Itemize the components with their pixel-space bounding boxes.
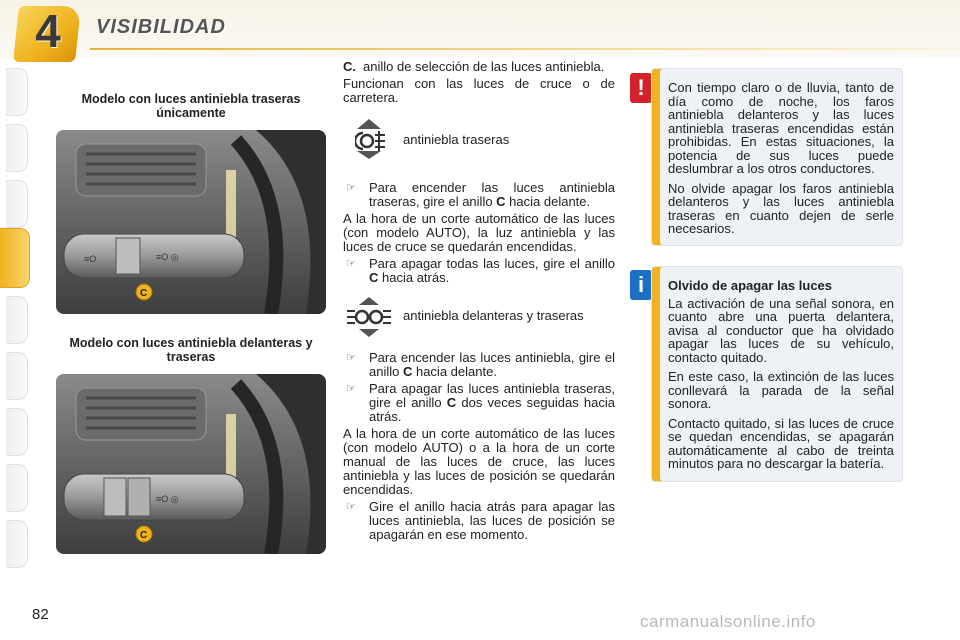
svg-text:≡O ◎: ≡O ◎: [156, 252, 179, 262]
svg-text:≡O ◎: ≡O ◎: [156, 494, 179, 504]
rear-fog-label: antiniebla traseras: [403, 132, 510, 147]
chapter-tabs: [0, 68, 30, 568]
bullet-all-off: ☞ Para apagar todas las luces, gire el anillo C hacia atrás.: [346, 256, 615, 285]
header-rule: [90, 48, 960, 50]
paragraph-auto-cut-1: A la hora de un corte automático de las luces (con modelo AUTO), la luz antiniebla y las luces de cruce se quedarán encendidas.: [343, 211, 615, 254]
callout-c-label: C: [140, 288, 148, 299]
stalk-photo-front-rear: [56, 374, 326, 554]
caption-rear-fog-model: Modelo con luces antiniebla traseras únicamente: [81, 92, 301, 120]
warning-text-2: No olvide apagar los faros antiniebla delanteros y las luces antiniebla traseras en cuanto dejen de serle necesarios.: [668, 180, 894, 236]
chapter-tab-active[interactable]: [0, 228, 30, 288]
chapter-tab[interactable]: [6, 296, 28, 344]
chapter-tab[interactable]: [6, 180, 28, 228]
main-text-column: [343, 60, 615, 542]
info-box: [651, 266, 903, 482]
warning-flag: !: [630, 73, 652, 103]
chapter-tab[interactable]: [6, 68, 28, 116]
page-header: [0, 0, 960, 58]
page-number: 82: [32, 606, 49, 623]
rear-fog-icon: [355, 119, 387, 159]
info-flag: i: [630, 270, 652, 300]
intro-paragraph: C. anillo de selección de las luces antiniebla.: [343, 59, 605, 74]
bullet-rear-on: ☞ Para encender las luces antiniebla traseras, gire el anillo C hacia delante.: [346, 180, 615, 209]
watermark: carmanualsonline.info: [640, 612, 816, 631]
info-text-3: Contacto quitado, si las luces de cruce se quedan encendidas, se apagarán automáticamente al cabo de treinta minutos para no descargar la batería.: [668, 415, 894, 471]
info-text-1: La activación de una señal sonora, en cuanto abre una puerta delantera, avisa al conductor que ha olvidado apagar las luces de su vehículo, contacto quitado.: [668, 295, 894, 365]
bullet-fog-off: ☞ Gire el anillo hacia atrás para apagar las luces antiniebla, las luces de posición se apagarán en ese momento.: [346, 499, 615, 542]
info-title: Olvido de apagar las luces: [668, 278, 833, 293]
paragraph-operation: Funcionan con las luces de cruce o de carretera.: [343, 76, 615, 105]
warning-text-1: Con tiempo claro o de lluvia, tanto de día como de noche, los faros antiniebla delanteros y las luces antiniebla traseras encendidas están prohibidas. En estas situaciones, la potencia de sus luces puede deslumbrar a los otros conductores.: [668, 80, 894, 176]
chapter-tab[interactable]: [6, 408, 28, 456]
chapter-tab[interactable]: [6, 520, 28, 568]
front-rear-fog-icon: [345, 297, 393, 337]
icon-row-rear-fog: [343, 113, 615, 169]
chapter-tab[interactable]: [6, 124, 28, 172]
caption-front-rear-fog-model: Modelo con luces antiniebla delanteras y traseras: [69, 336, 313, 364]
chapter-number: 4: [35, 5, 61, 57]
chapter-tab[interactable]: [6, 464, 28, 512]
stalk-photo-rear: [56, 130, 326, 314]
svg-text:≡O: ≡O: [84, 254, 97, 264]
paragraph-auto-cut-2: A la hora de un corte automático de las luces (con modelo AUTO) o a la hora de un corte manual de las luces de cruce, las luces antiniebla y las luces de posición se quedarán encendidas.: [343, 426, 615, 497]
icon-row-front-rear-fog: [343, 293, 615, 341]
warning-box: [651, 68, 903, 246]
info-text-2: En este caso, la extinción de las luces conllevará la parada de la señal sonora.: [668, 369, 894, 411]
bullet-rear-off: ☞ Para apagar las luces antiniebla traseras, gire el anillo C dos veces seguidas hacia atrás.: [346, 381, 615, 424]
chapter-tab[interactable]: [6, 352, 28, 400]
callout-c-label: C: [140, 530, 148, 541]
front-rear-fog-label: antiniebla delanteras y traseras: [403, 308, 584, 323]
page-title: VISIBILIDAD: [96, 16, 226, 38]
bullet-fog-on: ☞ Para encender las luces antiniebla, gire el anillo C hacia delante.: [346, 350, 615, 379]
